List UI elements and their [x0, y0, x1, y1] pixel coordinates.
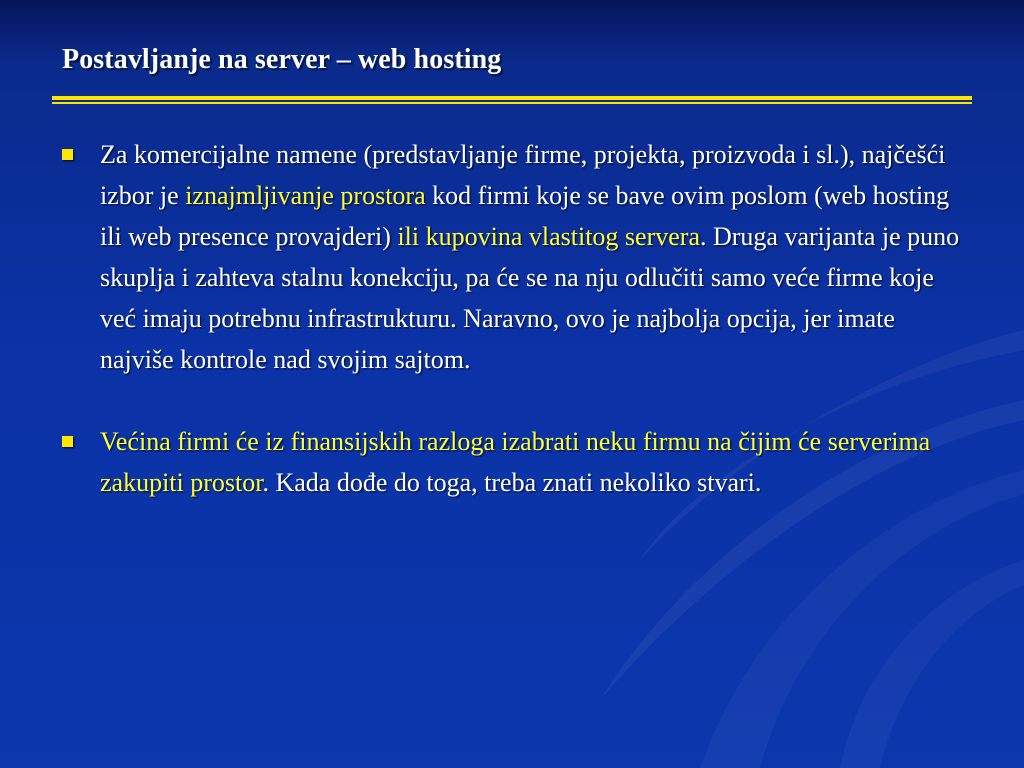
title-underline-thin: [52, 102, 972, 104]
bullet-item-most-companies: [62, 421, 972, 503]
square-bullet-icon: [62, 436, 73, 447]
highlight-buy-server: ili kupovina vlastitog servera: [397, 222, 700, 251]
bullet-text: kod firmi koje se bave ovim poslom (web hosting ili web presence provajderi): [100, 181, 950, 251]
slide-title: Postavljanje na server – web hosting: [62, 44, 502, 75]
bullet-text: . Druga varijanta je puno skuplja i zahteva stalnu konekciju, pa će se na nju odlučiti samo veće firme koje već imaju potrebnu infrastrukturu. Naravno, ovo je najbolja opcija, jer imate najviše kontrole nad svojim sajtom.: [100, 222, 960, 374]
slide-content: [62, 134, 972, 503]
square-bullet-icon: [62, 149, 73, 160]
highlight-rent-space: iznajmljivanje prostora: [185, 181, 426, 210]
bullet-item-hosting-options: [62, 134, 972, 380]
bullet-text: . Kada dođe do toga, treba znati nekoliko stvari.: [262, 468, 762, 497]
title-underline-thick: [52, 96, 972, 100]
highlight-most-companies: Većina firmi će iz finansijskih razloga izabrati neku firmu na čijim će serverima zakupiti prostor: [100, 427, 931, 497]
bullet-text: Za komercijalne namene (predstavljanje firme, projekta, proizvoda i sl.), najčešći izbor je: [100, 140, 946, 210]
